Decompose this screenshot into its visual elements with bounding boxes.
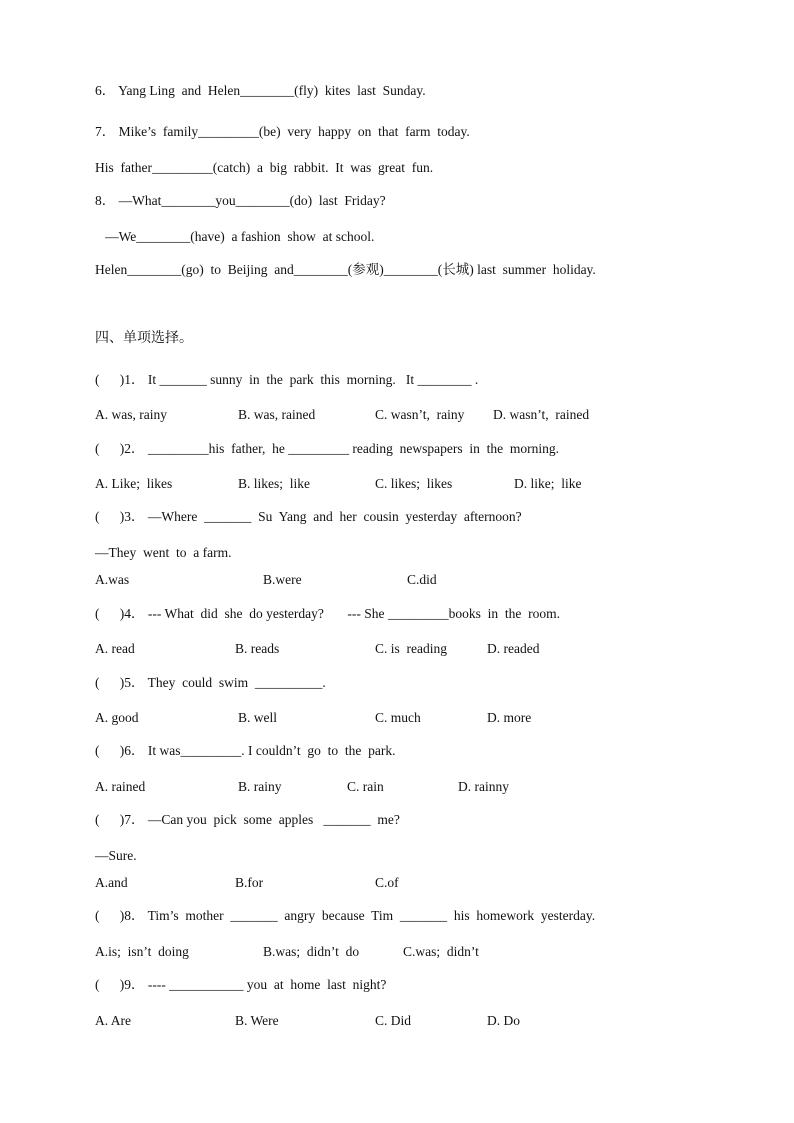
mc-2-option-b: B. likes; like bbox=[238, 476, 310, 491]
mc-5-option-a: A. good bbox=[95, 710, 139, 725]
mc-6-option-c: C. rain bbox=[347, 779, 384, 794]
mc-9-option-a: A. Are bbox=[95, 1013, 131, 1028]
mc-7-option-b: B.for bbox=[235, 875, 264, 890]
question-6: 6． Yang Ling and Helen________(fly) kites last Sunday. bbox=[95, 83, 426, 98]
mc-6-option-d: D. rainny bbox=[458, 779, 509, 794]
mc-2-option-d: D. like; like bbox=[514, 476, 582, 491]
mc-4-option-a: A. read bbox=[95, 641, 135, 656]
mc-6-option-b: B. rainy bbox=[238, 779, 282, 794]
mc-8-option-a: A.is; isn’t doing bbox=[95, 944, 189, 959]
mc-1-option-a: A. was, rainy bbox=[95, 407, 167, 422]
mc-8-option-b: B.was; didn’t do bbox=[263, 944, 360, 959]
mc-1-option-b: B. was, rained bbox=[238, 407, 316, 422]
mc-2-option-c: C. likes; likes bbox=[375, 476, 453, 491]
mc-4-option-d: D. readed bbox=[487, 641, 540, 656]
mc-question-1: ( )1． It _______ sunny in the park this morning. It ________ . bbox=[95, 372, 479, 387]
mc-question-3: ( )3． —Where _______ Su Yang and her cousin yesterday afternoon? bbox=[95, 509, 522, 524]
mc-9-option-b: B. Were bbox=[235, 1013, 279, 1028]
mc-3-answer-line: —They went to a farm. bbox=[95, 545, 232, 560]
question-7-line-2: His father_________(catch) a big rabbit. It was great fun. bbox=[95, 160, 434, 175]
mc-5-option-c: C. much bbox=[375, 710, 421, 725]
mc-7-option-c: C.of bbox=[375, 875, 399, 890]
mc-7-answer-line: —Sure. bbox=[95, 848, 137, 863]
mc-question-9: ( )9． ---- ___________ you at home last night? bbox=[95, 977, 387, 992]
mc-question-6: ( )6． It was_________. I couldn’t go to the park. bbox=[95, 743, 396, 758]
question-7-line-1: 7． Mike’s family_________(be) very happy on that farm today. bbox=[95, 124, 470, 139]
mc-question-5: ( )5． They could swim __________. bbox=[95, 675, 326, 690]
mc-8-option-c: C.was; didn’t bbox=[403, 944, 479, 959]
mc-3-option-b: B.were bbox=[263, 572, 302, 587]
mc-question-7: ( )7． —Can you pick some apples _______ me? bbox=[95, 812, 400, 827]
mc-question-2: ( )2． _________his father, he _________ reading newspapers in the morning. bbox=[95, 441, 559, 456]
mc-9-option-c: C. Did bbox=[375, 1013, 412, 1028]
question-8-line-3: Helen________(go) to Beijing and________(参观)________(长城) last summer holiday. bbox=[95, 262, 596, 277]
mc-5-option-d: D. more bbox=[487, 710, 532, 725]
mc-4-option-c: C. is reading bbox=[375, 641, 447, 656]
mc-4-option-b: B. reads bbox=[235, 641, 280, 656]
question-8-line-1: 8． —What________you________(do) last Friday? bbox=[95, 193, 386, 208]
mc-3-option-a: A.was bbox=[95, 572, 130, 587]
mc-7-option-a: A.and bbox=[95, 875, 128, 890]
section-heading: 四、单项选择。 bbox=[95, 331, 193, 346]
mc-question-4: ( )4． --- What did she do yesterday? --- She _________books in the room. bbox=[95, 606, 561, 621]
question-8-line-2: —We________(have) a fashion show at school. bbox=[95, 229, 375, 244]
mc-3-option-c: C.did bbox=[407, 572, 437, 587]
mc-5-option-b: B. well bbox=[238, 710, 277, 725]
mc-6-option-a: A. rained bbox=[95, 779, 146, 794]
mc-1-option-d: D. wasn’t, rained bbox=[493, 407, 590, 422]
mc-9-option-d: D. Do bbox=[487, 1013, 520, 1028]
mc-1-option-c: C. wasn’t, rainy bbox=[375, 407, 465, 422]
mc-2-option-a: A. Like; likes bbox=[95, 476, 173, 491]
mc-question-8: ( )8． Tim’s mother _______ angry because Tim _______ his homework yesterday. bbox=[95, 908, 596, 923]
